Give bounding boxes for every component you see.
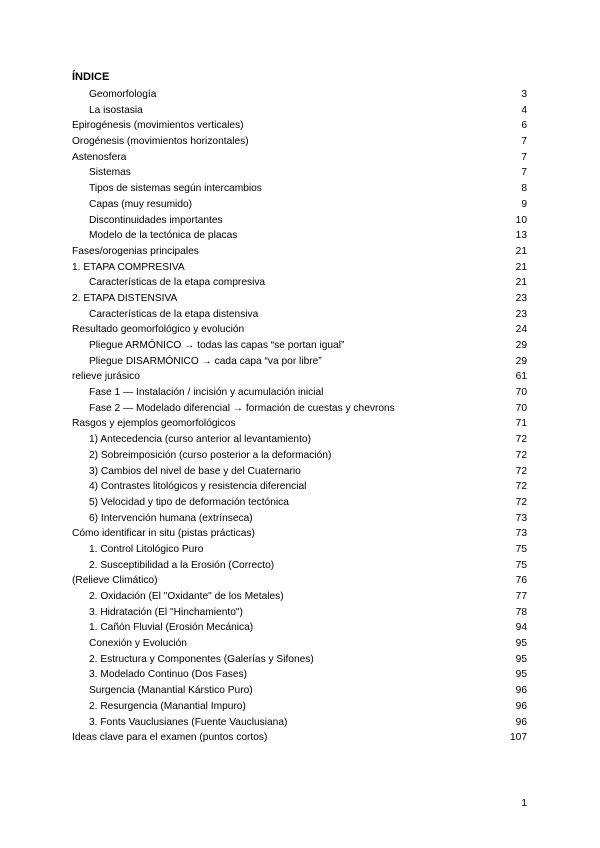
toc-entry-label: Características de la etapa distensiva: [89, 308, 259, 320]
toc-entry[interactable]: [0, 495, 600, 511]
toc-entry-page: 7: [521, 167, 527, 179]
toc-entry-label: Tipos de sistemas según intercambios: [89, 183, 262, 195]
toc-entry[interactable]: [0, 369, 600, 385]
toc-entry[interactable]: [0, 620, 600, 636]
toc-entry[interactable]: [0, 416, 600, 432]
toc-entry[interactable]: [0, 636, 600, 652]
toc-entry[interactable]: [0, 275, 600, 291]
toc-entry-page: 76: [515, 575, 527, 587]
toc-entry-page: 21: [515, 245, 527, 257]
toc-entry-page: 96: [515, 716, 527, 728]
toc-entry-label: Epirogénesis (movimientos verticales): [72, 120, 244, 132]
toc-entry-page: 73: [515, 512, 527, 524]
toc-entry[interactable]: [0, 464, 600, 480]
toc-entry-label: Fase 1 — Instalación / incisión y acumulación inicial: [89, 387, 324, 399]
toc-entry-page: 8: [521, 183, 527, 195]
toc-entry-label: 4) Contrastes litológicos y resistencia diferencial: [89, 481, 307, 493]
toc-entry-page: 9: [521, 198, 527, 210]
toc-entry[interactable]: [0, 165, 600, 181]
toc-entry[interactable]: [0, 307, 600, 323]
toc-entry-page: 4: [521, 104, 527, 116]
toc-entry-label: Astenosfera: [72, 151, 127, 163]
toc-entry[interactable]: [0, 181, 600, 197]
toc-entry[interactable]: [0, 558, 600, 574]
toc-entry-label: 3. Modelado Continuo (Dos Fases): [89, 669, 247, 681]
toc-entry-label: Surgencia (Manantial Kárstico Puro): [89, 685, 253, 697]
toc-entry-label: Cómo identificar in situ (pistas prácticas): [72, 528, 255, 540]
toc-entry-label: 3. Hidratación (El "Hinchamiento"): [89, 606, 243, 618]
toc-entry[interactable]: [0, 715, 600, 731]
toc-entry-label: 2. Oxidación (El "Oxidante" de los Metales): [89, 591, 284, 602]
toc-entry[interactable]: [0, 511, 600, 527]
toc-entry[interactable]: [0, 479, 600, 495]
toc-entry-label: 6) Intervención humana (extrínseca): [89, 512, 253, 524]
toc-entry-page: 95: [515, 669, 527, 681]
toc-entry[interactable]: [0, 385, 600, 401]
toc-entry-page: 21: [515, 277, 527, 289]
toc-entry-page: 7: [521, 151, 527, 163]
toc-entry-page: 23: [515, 292, 527, 304]
toc-entry[interactable]: [0, 260, 600, 276]
toc-entry-label: 1. Control Litológico Puro: [89, 543, 204, 555]
toc-entry-label: 5) Velocidad y tipo de deformación tectónica: [89, 496, 289, 508]
toc-entry-page: 72: [515, 449, 527, 461]
toc-entry-page: 70: [515, 387, 527, 399]
toc-entry[interactable]: [0, 699, 600, 715]
toc-entry-label: Características de la etapa compresiva: [89, 277, 266, 289]
toc-entry-label: 1. ETAPA COMPRESIVA: [72, 261, 185, 273]
toc-entry-page: 75: [515, 559, 527, 571]
toc-entry[interactable]: [0, 605, 600, 621]
toc-entry-label: Pliegue ARMÓNICO → todas las capas “se portan igual”: [89, 340, 345, 351]
toc-entry[interactable]: [0, 228, 600, 244]
toc-entry-label: 2. Susceptibilidad a la Erosión (Correcto): [89, 559, 275, 571]
toc-entry[interactable]: [0, 134, 600, 150]
toc-entry[interactable]: [0, 589, 600, 605]
toc-entry-page: 95: [515, 638, 527, 650]
toc-entry-label: 2. Estructura y Componentes (Galerías y Sifones): [89, 653, 314, 665]
toc-entry-page: 72: [515, 434, 527, 446]
toc-entry-page: 6: [521, 120, 527, 132]
toc-entry-page: 7: [521, 136, 527, 148]
toc-entry[interactable]: [0, 526, 600, 542]
toc-entry-label: 2) Sobreimposición (curso posterior a la deformación): [89, 449, 332, 461]
toc-entry[interactable]: [0, 354, 600, 370]
toc-entry-page: 29: [515, 355, 527, 367]
toc-entry[interactable]: [0, 652, 600, 668]
toc-entry[interactable]: [0, 683, 600, 699]
toc-entry-page: 78: [515, 606, 527, 618]
toc-entry-page: 72: [515, 465, 527, 477]
toc-entry-page: 21: [515, 261, 527, 273]
toc-entry[interactable]: [0, 291, 600, 307]
toc-entry-page: 3: [521, 89, 527, 100]
toc-entry-label: Conexión y Evolución: [89, 638, 187, 650]
toc-entry[interactable]: [0, 87, 600, 103]
toc-entry[interactable]: [0, 244, 600, 260]
toc-entry[interactable]: [0, 118, 600, 134]
toc-entry-label: Ideas clave para el examen (puntos cortos): [72, 732, 268, 744]
toc-entry-page: 72: [515, 481, 527, 493]
toc-entry-page: 10: [515, 214, 527, 226]
toc-entry-label: Rasgos y ejemplos geomorfológicos: [72, 418, 236, 430]
toc-entry-page: 23: [515, 308, 527, 320]
toc-entry[interactable]: [0, 338, 600, 354]
toc-entry-label: (Relieve Climático): [72, 575, 158, 587]
toc-entry-label: 2. Resurgencia (Manantial Impuro): [89, 700, 246, 712]
toc-entry-label: relieve jurásico: [72, 371, 140, 383]
toc-entry-label: Geomorfología: [89, 89, 157, 100]
toc-entry-label: Modelo de la tectónica de placas: [89, 230, 238, 242]
toc-entry[interactable]: [0, 542, 600, 558]
toc-entry[interactable]: [0, 432, 600, 448]
toc-entry-label: 1. Cañón Fluvial (Erosión Mecánica): [89, 622, 254, 634]
toc-entry-label: Orogénesis (movimientos horizontales): [72, 136, 249, 148]
toc-entry-page: 94: [515, 622, 527, 634]
toc-entry-page: 75: [515, 543, 527, 555]
toc-entry[interactable]: [0, 150, 600, 166]
toc-entry[interactable]: [0, 197, 600, 213]
toc-entry[interactable]: [0, 213, 600, 229]
toc-list: [0, 87, 600, 746]
toc-entry-label: 1) Antecedencia (curso anterior al levantamiento): [89, 434, 311, 446]
toc-entry-label: 3) Cambios del nivel de base y del Cuaternario: [89, 465, 301, 477]
toc-entry-page: 95: [515, 653, 527, 665]
toc-entry-page: 71: [515, 418, 527, 430]
toc-entry-label: Discontinuidades importantes: [89, 214, 223, 226]
toc-entry-label: 3. Fonts Vauclusianes (Fuente Vauclusiana): [89, 716, 288, 728]
toc-entry-label: Sistemas: [89, 167, 131, 179]
toc-entry-page: 96: [515, 700, 527, 712]
toc-entry[interactable]: [0, 573, 600, 589]
toc-entry-page: 24: [515, 324, 527, 336]
toc-entry-page: 72: [515, 496, 527, 508]
toc-entry-page: 77: [515, 591, 527, 602]
toc-entry-label: Fase 2 — Modelado diferencial → formación de cuestas y chevrons: [89, 402, 395, 414]
toc-entry[interactable]: [0, 730, 600, 746]
toc-entry-label: Resultado geomorfológico y evolución: [72, 324, 245, 336]
toc-entry-page: 61: [515, 371, 527, 383]
toc-entry-label: Fases/orogenias principales: [72, 245, 199, 257]
toc-title: ÍNDICE: [72, 71, 110, 83]
toc-entry[interactable]: [0, 667, 600, 683]
toc-entry-page: 107: [510, 732, 527, 744]
toc-entry-page: 13: [515, 230, 527, 242]
toc-entry[interactable]: [0, 103, 600, 119]
toc-entry-label: Capas (muy resumido): [89, 198, 193, 210]
toc-entry[interactable]: [0, 322, 600, 338]
toc-entry-page: 96: [515, 685, 527, 697]
toc-entry-page: 73: [515, 528, 527, 540]
toc-entry[interactable]: [0, 448, 600, 464]
toc-entry-page: 29: [515, 340, 527, 351]
toc-entry-label: 2. ETAPA DISTENSIVA: [72, 292, 178, 304]
toc-entry[interactable]: [0, 401, 600, 417]
page-number: 1: [521, 798, 527, 809]
toc-entry-label: Pliegue DISARMÓNICO → cada capa “va por libre”: [89, 355, 322, 367]
toc-entry-page: 70: [515, 402, 527, 414]
toc-entry-label: La isostasia: [89, 104, 143, 116]
